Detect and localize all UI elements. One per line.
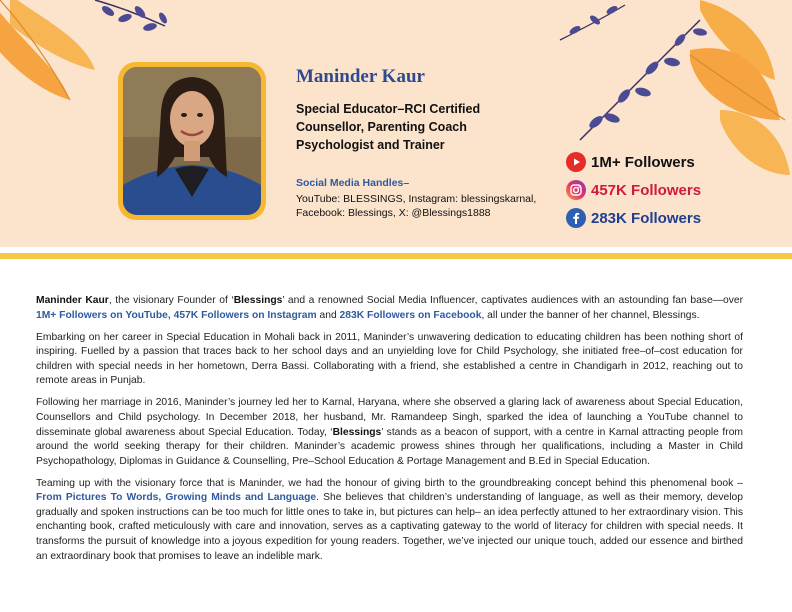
social-handles-heading: Social Media Handles– [296,177,410,189]
instagram-icon [566,180,586,200]
youtube-followers [566,152,695,172]
instagram-followers [566,180,701,200]
text: and [316,309,340,321]
facebook-icon [566,208,586,228]
profile-photo [123,67,261,215]
text: Teaming up with the visionary force that is Maninder, we had the honour of giving birth to the groundbreaking concept behind this phenomenal book – [36,477,743,489]
facebook-followers [566,208,701,228]
paragraph [36,477,743,565]
social-handles [296,192,536,220]
paragraph [36,294,743,323]
handles-line: YouTube: BLESSINGS, Instagram: blessingskarnal, [296,193,537,205]
bold-text: Blessings [233,295,283,306]
paragraph: Embarking on her career in Special Education in Mohali back in 2011, Maninder’s unwavering dedication to educating children has been nothing short of inspiring. Fuelled by a passion that traces back to her school days and an unyielding love for Child Psychology, she initiated free–of–cost education for children with special needs in her hometown, Derra Bassi. Collaborating with a friend, she established a centre in Chandigarh in 2012, reaching out to remote areas in Punjab. [36,331,743,387]
title-line: Special Educator–RCI Certified [296,102,481,116]
text: , all under the banner of her channel, Blessings. [481,309,700,321]
text: , the visionary Founder of ‘ [108,295,234,306]
text: Following her marriage in 2016, Maninder’s journey led her to Karnal, Haryana, where she observed a glaring lack of awareness about Special Education, Counsellors and Child psychology. In December 2018, her husband, Mr. Ramandeep Singh, sparked the idea of launching a YouTube channel to disseminate global awareness about Special Education. Today, ‘ [36,397,743,438]
text: ’ and a renowned Social Media Influencer, captivates audiences with an astounding fan base—over [282,295,743,306]
followers-count: 283K Followers [591,209,702,227]
profile-name: Maninder Kaur [296,66,425,87]
text: ’ stands as a beacon of support, with a centre in Karnal attracting people from around the world seeking therapy for their children. Maninder’s academic prowess shines through her qualifications, including a Master in Child Psychopathology, Diplomas in Guidance & Counselling, Pre–School Education & Portage Management and B.Ed in Special Education. [36,426,743,467]
bold-text: Maninder Kaur [36,295,109,306]
handles-line: Facebook: Blessings, X: @Blessings1888 [296,207,491,219]
biography-body [36,294,743,572]
highlight-text: 283K Followers on Facebook [339,309,482,321]
youtube-icon [566,152,586,172]
bold-text: Blessings [332,426,382,438]
profile-titles [296,100,480,154]
paragraph [36,396,743,469]
followers-count: 457K Followers [591,181,702,199]
divider-gold [0,253,792,259]
book-title: From Pictures To Words, Growing Minds and Language [36,492,317,504]
followers-count: 1M+ Followers [591,153,695,171]
highlight-text: 1M+ Followers on YouTube, 457K Followers on Instagram [36,309,317,321]
title-line: Counsellor, Parenting Coach [296,120,467,134]
text: . She believes that children’s understanding of language, as well as their memory, develop gradually and spoken instructions can be too much for little ones to take in, but pictures can help– an idea perfectly attuned to her extraordinary vision. This enchanting book, crafted meticulously with care and innovation, serves as a captivating gateway to the world of literacy for children with special needs. It transforms the pursuit of knowledge into a joyous expedition for young readers. Together, we’ve injected our unique touch, added our essence and birthed an extraordinary book that promises to leave an indelible mark. [36,492,744,562]
title-line: Psychologist and Trainer [296,138,445,152]
